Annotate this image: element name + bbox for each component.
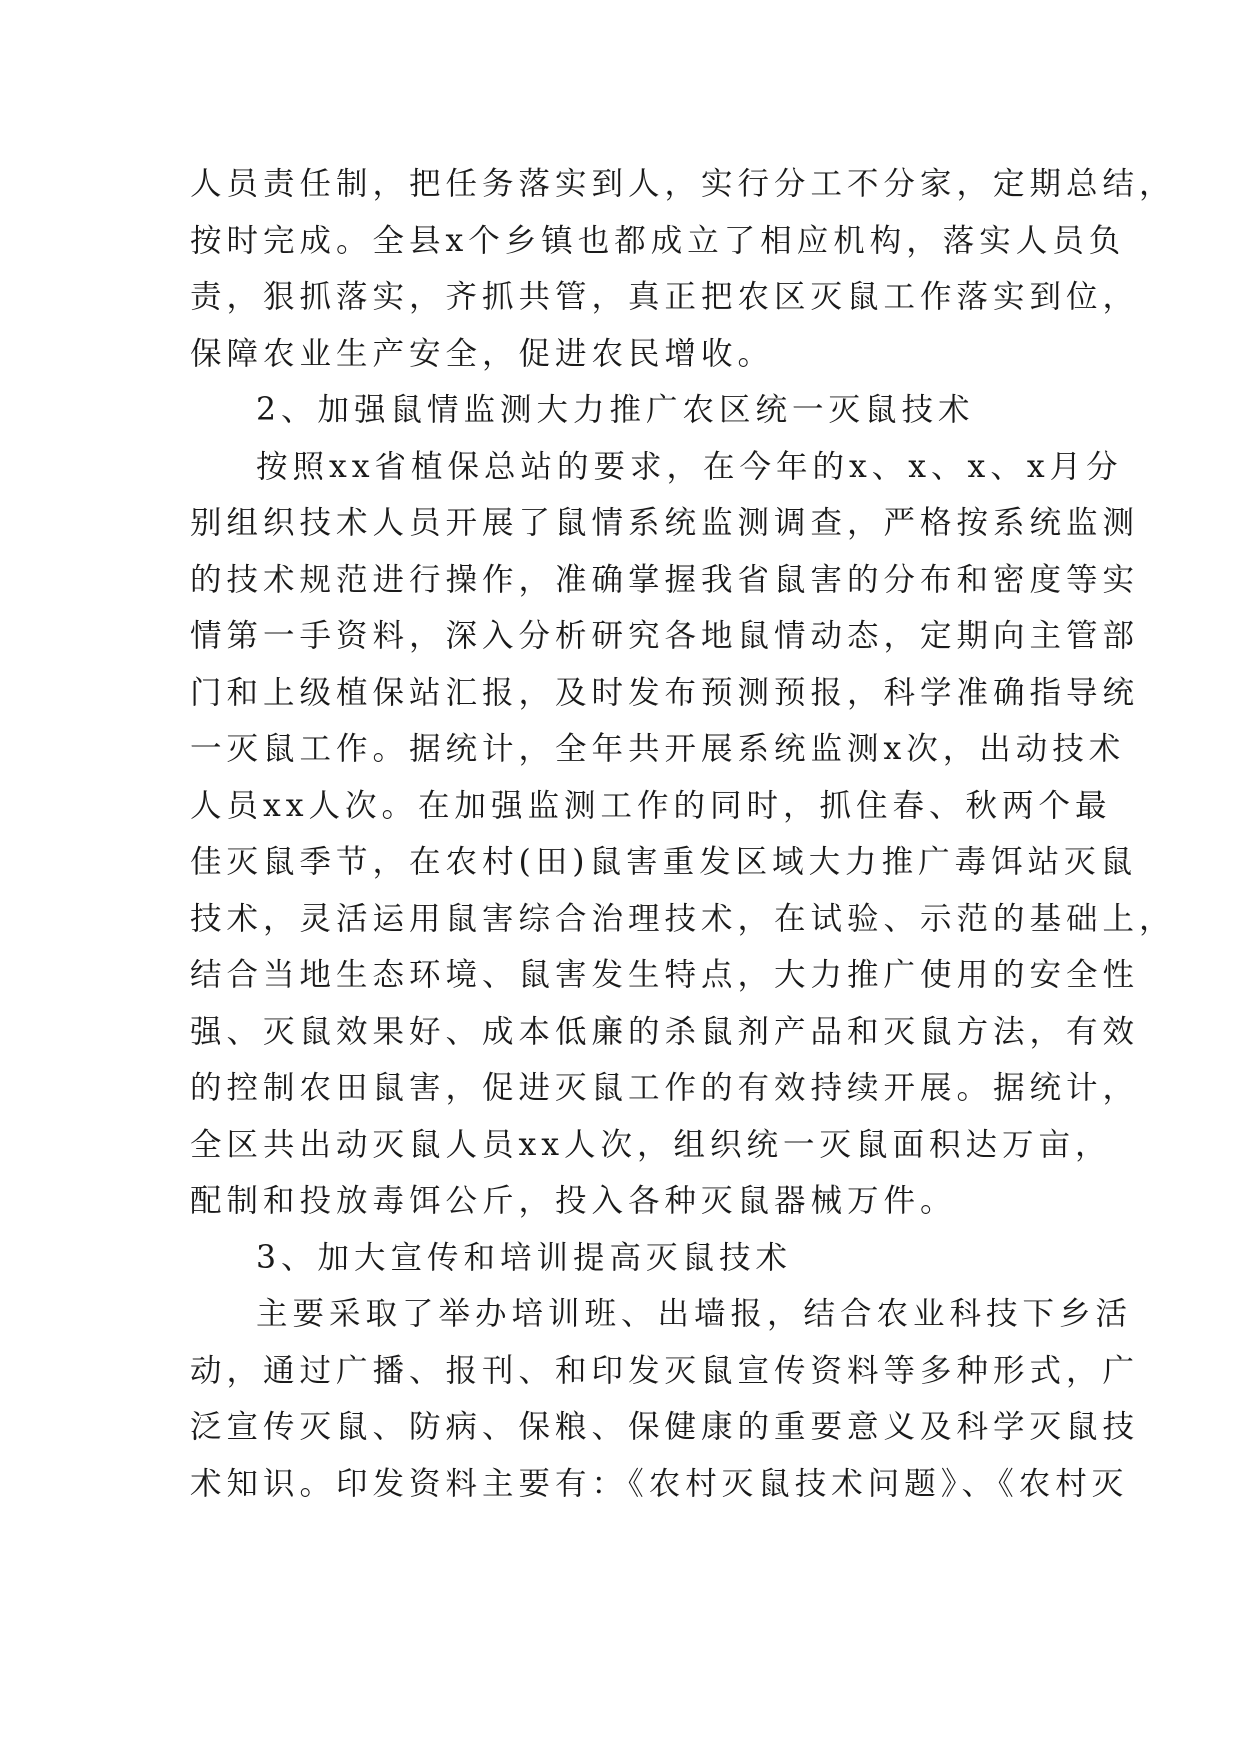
text-line: 配制和投放毒饵公斤，投入各种灭鼠器械万件。 xyxy=(190,1183,957,1219)
text-line: 结合当地生态环境、鼠害发生特点，大力推广使用的安全性 xyxy=(190,957,1140,993)
text-line: 强、灭鼠效果好、成本低廉的杀鼠剂产品和灭鼠方法，有效 xyxy=(190,1013,1140,1050)
text-line: 佳灭鼠季节，在农村(田)鼠害重发区域大力推广毒饵站灭鼠 xyxy=(190,844,1138,880)
text-line: 别组织技术人员开展了鼠情系统监测调查，严格按系统监测 xyxy=(190,505,1140,541)
section-heading: 3、加大宣传和培训提高灭鼠技术 xyxy=(256,1239,793,1276)
text-line: 按照xx省植保总站的要求，在今年的x、x、x、x月分 xyxy=(256,448,1123,485)
text-line: 的技术规范进行操作，准确掌握我省鼠害的分布和密度等实 xyxy=(190,561,1140,598)
text-line: 一灭鼠工作。据统计，全年共开展系统监测x次，出动技术 xyxy=(190,731,1126,767)
text-line: 主要采取了举办培训班、出墙报，结合农业科技下乡活 xyxy=(256,1296,1133,1332)
text-line: 情第一手资料，深入分析研究各地鼠情动态，定期向主管部 xyxy=(190,618,1140,654)
text-line: 技术，灵活运用鼠害综合治理技术，在试验、示范的基础上， xyxy=(190,900,1176,937)
text-line: 全区共出动灭鼠人员xx人次，组织统一灭鼠面积达万亩， xyxy=(190,1126,1112,1163)
text-line: 术知识。印发资料主要有：《农村灭鼠技术问题》、《农村灭 xyxy=(190,1465,1129,1502)
text-line: 门和上级植保站汇报，及时发布预测预报，科学准确指导统 xyxy=(190,674,1140,711)
text-line: 的控制农田鼠害，促进灭鼠工作的有效持续开展。据统计， xyxy=(190,1070,1140,1106)
document-body xyxy=(190,156,1176,1512)
section-heading: 2、加强鼠情监测大力推广农区统一灭鼠技术 xyxy=(256,392,975,428)
text-line: 人员责任制，把任务落实到人，实行分工不分家，定期总结， xyxy=(190,166,1176,202)
text-line: 责，狠抓落实，齐抓共管，真正把农区灭鼠工作落实到位， xyxy=(190,279,1140,315)
text-line: 动，通过广播、报刊、和印发灭鼠宣传资料等多种形式，广 xyxy=(190,1352,1140,1389)
text-line: 泛宣传灭鼠、防病、保粮、保健康的重要意义及科学灭鼠技 xyxy=(190,1409,1140,1445)
text-line: 保障农业生产安全，促进农民增收。 xyxy=(190,335,775,372)
text-line: 人员xx人次。在加强监测工作的同时，抓住春、秋两个最 xyxy=(190,787,1112,824)
text-line: 按时完成。全县x个乡镇也都成立了相应机构，落实人员负 xyxy=(190,222,1126,259)
